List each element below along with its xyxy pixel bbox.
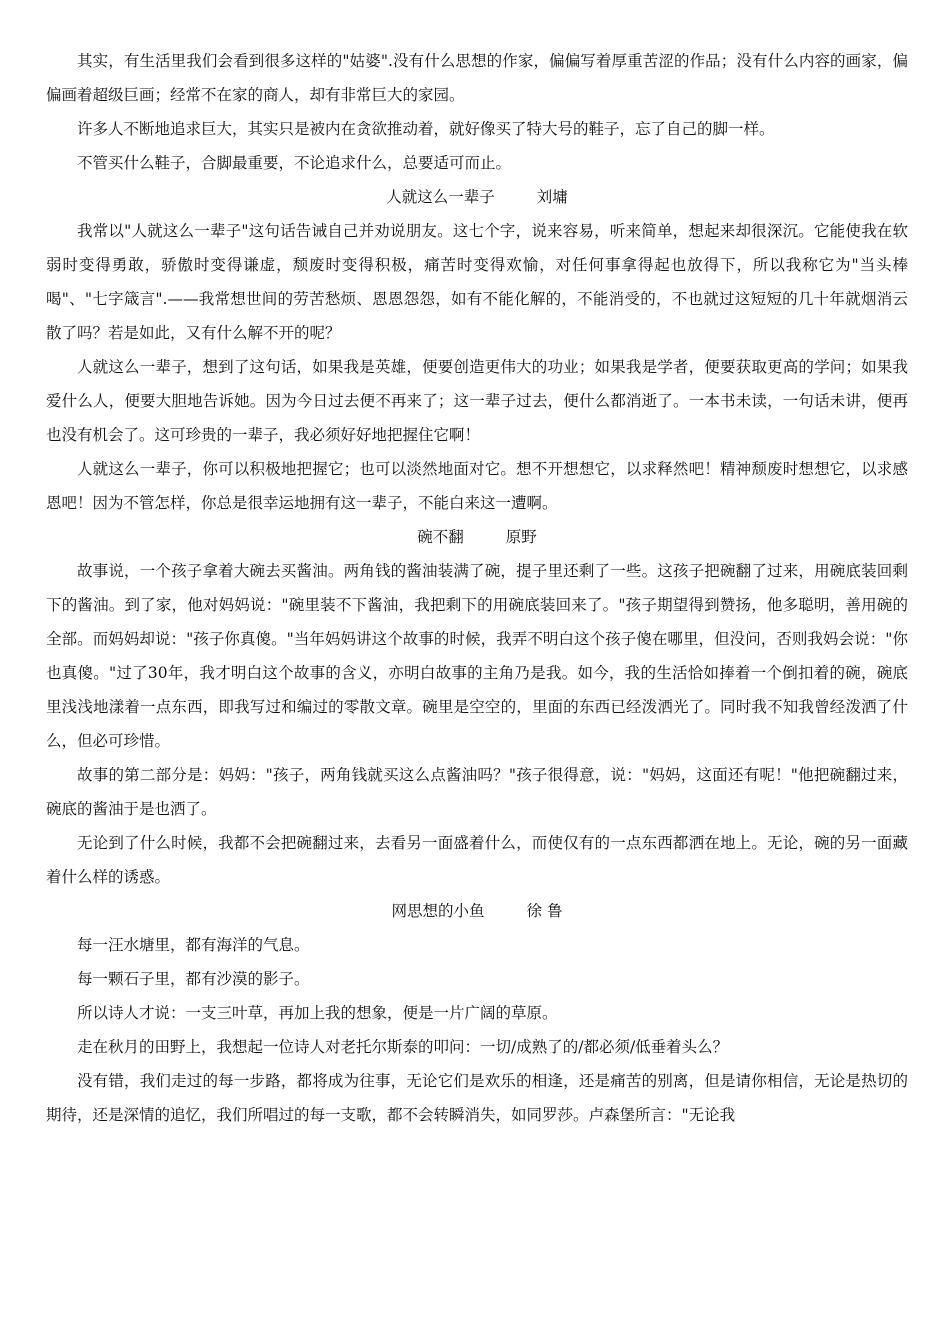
- paragraph: 走在秋月的田野上，我想起一位诗人对老托尔斯泰的叩问：一切/成熟了的/都必须/低垂着头么？: [77, 1038, 729, 1056]
- essay-title: 人就这么一辈子: [386, 188, 495, 206]
- paragraph: 人就这么一辈子，你可以积极地把握它；也可以淡然地面对它。想不开想想它，以求释然吧！精神颓废时想想它，以求感恩吧！因为不管怎样，你总是很幸运地拥有这一辈子，不能白来这一遭啊。: [46, 460, 908, 512]
- paragraph: 其实，有生活里我们会看到很多这样的"姑婆".没有什么思想的作家，偏偏写着厚重苦涩的作品；没有什么内容的画家，偏偏画着超级巨画；经常不在家的商人，却有非常巨大的家园。: [46, 52, 908, 104]
- essay-section-bowl: [46, 520, 908, 894]
- essay-section-fish: [46, 894, 908, 1132]
- paragraph: 我常以"人就这么一辈子"这句话告诫自己并劝说朋友。这七个字，说来容易，听来简单，想起来却很深沉。它能使我在软弱时变得勇敢，骄傲时变得谦虚，颓废时变得积极，痛苦时变得欢愉，对任何事拿得起也放得下，所以我称它为"当头棒喝"、"七字箴言".——我常想世间的劳苦愁烦、恩恩怨怨，如有不能化解的，不能消受的，不也就过这短短的几十年就烟消云散了吗？若是如此，又有什么解不开的呢？: [46, 222, 908, 342]
- essay-title: 网思想的小鱼: [391, 902, 485, 920]
- paragraph: 没有错，我们走过的每一步路，都将成为往事，无论它们是欢乐的相逢，还是痛苦的别离，但是请你相信，无论是热切的期待，还是深情的追忆，我们所唱过的每一支歌，都不会转瞬消失，如同罗莎。卢森堡所言："无论我: [46, 1072, 908, 1124]
- paragraph: 无论到了什么时候，我都不会把碗翻过来，去看另一面盛着什么，而使仅有的一点东西都洒在地上。无论，碗的另一面藏着什么样的诱惑。: [46, 834, 908, 886]
- essay-author: 徐 鲁: [526, 902, 563, 920]
- essay-title-line: [46, 520, 908, 554]
- essay-title-line: [46, 894, 908, 928]
- paragraph: 故事说，一个孩子拿着大碗去买酱油。两角钱的酱油装满了碗，提子里还剩了一些。这孩子把碗翻了过来，用碗底装回剩下的酱油。到了家，他对妈妈说："碗里装不下酱油，我把剩下的用碗底装回来了。"孩子期望得到赞扬，他多聪明，善用碗的全部。而妈妈却说："孩子你真傻。"当年妈妈讲这个故事的时候，我弄不明白这个孩子傻在哪里，但没问，否则我妈会说："你也真傻。"过了30年，我才明白这个故事的含义，亦明白故事的主角乃是我。如今，我的生活恰如捧着一个倒扣着的碗，碗底里浅浅地漾着一点东西，即我写过和编过的零散文章。碗里是空空的，里面的东西已经泼洒光了。同时我不知我曾经泼洒了什么，但必可珍惜。: [46, 562, 908, 750]
- document-body: [46, 44, 908, 1132]
- paragraph: 故事的第二部分是：妈妈："孩子，两角钱就买这么点酱油吗？"孩子很得意，说："妈妈，这面还有呢！"他把碗翻过来，碗底的酱油于是也洒了。: [46, 766, 908, 818]
- paragraph: 不管买什么鞋子，合脚最重要，不论追求什么，总要适可而止。: [77, 154, 512, 172]
- essay-section-shoes: [46, 44, 908, 180]
- essay-author: 刘墉: [536, 188, 568, 206]
- paragraph: 许多人不断地追求巨大，其实只是被内在贪欲推动着，就好像买了特大号的鞋子，忘了自己的脚一样。: [77, 120, 775, 138]
- paragraph: 每一颗石子里，都有沙漠的影子。: [77, 970, 310, 988]
- essay-section-lifetime: [46, 180, 908, 520]
- essay-title: 碗不翻: [417, 528, 464, 546]
- essay-author: 原野: [505, 528, 537, 546]
- paragraph: 人就这么一辈子，想到了这句话，如果我是英雄，便要创造更伟大的功业；如果我是学者，便要获取更高的学问；如果我爱什么人，便要大胆地告诉她。因为今日过去便不再来了；这一辈子过去，便什么都消逝了。一本书未读，一句话未讲，便再也没有机会了。这可珍贵的一辈子，我必须好好地把握住它啊！: [46, 358, 908, 444]
- paragraph: 所以诗人才说：一支三叶草，再加上我的想象，便是一片广阔的草原。: [77, 1004, 558, 1022]
- essay-title-line: [46, 180, 908, 214]
- paragraph: 每一汪水塘里，都有海洋的气息。: [77, 936, 310, 954]
